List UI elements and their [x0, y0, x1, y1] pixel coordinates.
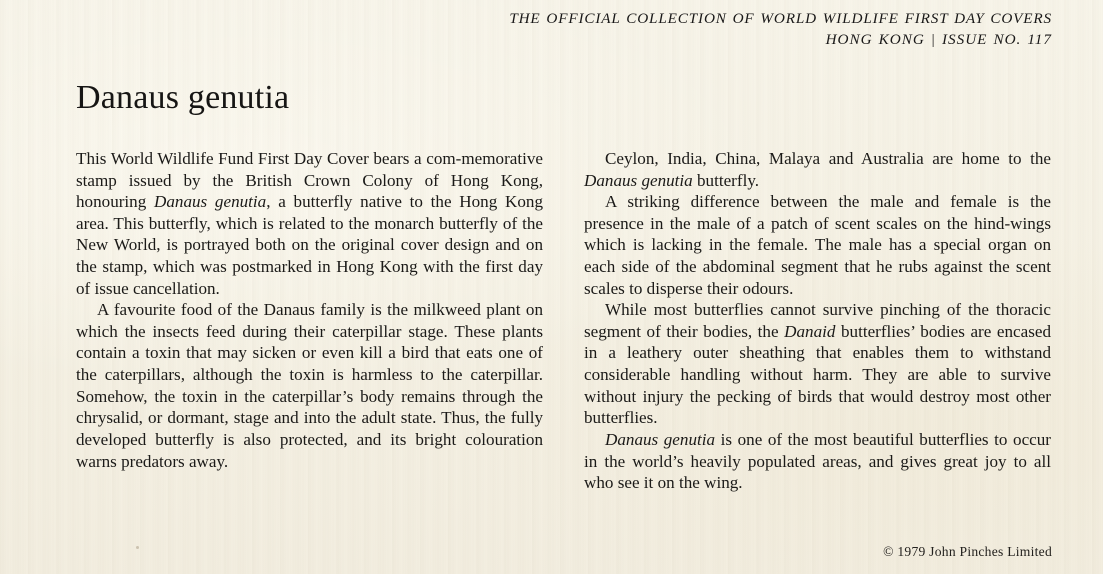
left-p1-text-after: , a butterfly native to the Hong Kong area. This butterfly, which is related to the monarch butterfly of the New World, is portrayed both on the original cover design and on the stamp, which was postmarked in Hong Kong with the first day of issue cancellation. — [76, 192, 544, 298]
right-p1-text-after: butterfly. — [692, 170, 760, 190]
page-title: Danaus genutia — [76, 79, 290, 116]
species-name-italic: Danaus genutia — [584, 170, 693, 190]
right-paragraph-4 — [584, 429, 1051, 494]
right-p1-text-before: Ceylon, India, China, Malaya and Australia are home to the — [605, 149, 1051, 168]
right-p4-text-after: is one of the most beautiful butterflies to occur in the world’s heavily populated areas, and gives great joy to all who see it on the wing. — [584, 429, 1051, 493]
masthead-issue-line: HONG KONG | ISSUE NO. 117 — [825, 30, 1052, 48]
masthead-collection-line: THE OFFICIAL COLLECTION OF WORLD WILDLIFE FIRST DAY COVERS — [509, 10, 1052, 27]
copyright-notice: © 1979 John Pinches Limited — [883, 544, 1052, 559]
species-name-italic: Danaus genutia — [605, 429, 716, 449]
species-name-italic: Danaus genutia — [154, 192, 267, 212]
right-column — [584, 148, 1051, 494]
left-p1-text-before: This World Wildlife Fund First Day Cover bears a com-memorative stamp issued by the British Crown Colony of Hong Kong, honouring — [76, 149, 543, 212]
right-p3-text-after: butterflies’ bodies are encased in a leathery outer sheathing that enables them to withstand considerable handling without harm. They are able to survive without injury the pecking of birds that would destroy most other butterflies. — [584, 321, 1051, 428]
danaid-name-italic: Danaid — [784, 321, 836, 341]
body-columns — [76, 148, 1051, 494]
left-paragraph-2: A favourite food of the Danaus family is the milkweed plant on which the insects feed during their caterpillar stage. These plants contain a toxin that may sicken or even kill a bird that eats one of the caterpillars, although the toxin is harmless to the caterpillar. Somehow, the toxin in the caterpillar’s body remains through the chrysalid, or dormant, stage and into the adult state. Thus, the fully developed butterfly is also protected, and its bright colouration warns predators away. — [76, 300, 543, 471]
right-paragraph-3 — [584, 299, 1051, 429]
right-paragraph-2: A striking difference between the male and female is the presence in the male of a patch of scent scales on the hind-wings which is lacking in the female. The male has a special organ on each side of the abdominal segment that he rubs against the scent scales to disperse their odours. — [584, 192, 1051, 298]
paper-speck — [136, 546, 139, 549]
left-column — [76, 148, 543, 494]
masthead — [509, 9, 1052, 50]
right-paragraph-1 — [584, 148, 1051, 191]
right-p3-text-before: While most butterflies cannot survive pinching of the thoracic segment of their bodies, the — [584, 300, 1051, 341]
left-paragraph-1 — [76, 148, 543, 299]
